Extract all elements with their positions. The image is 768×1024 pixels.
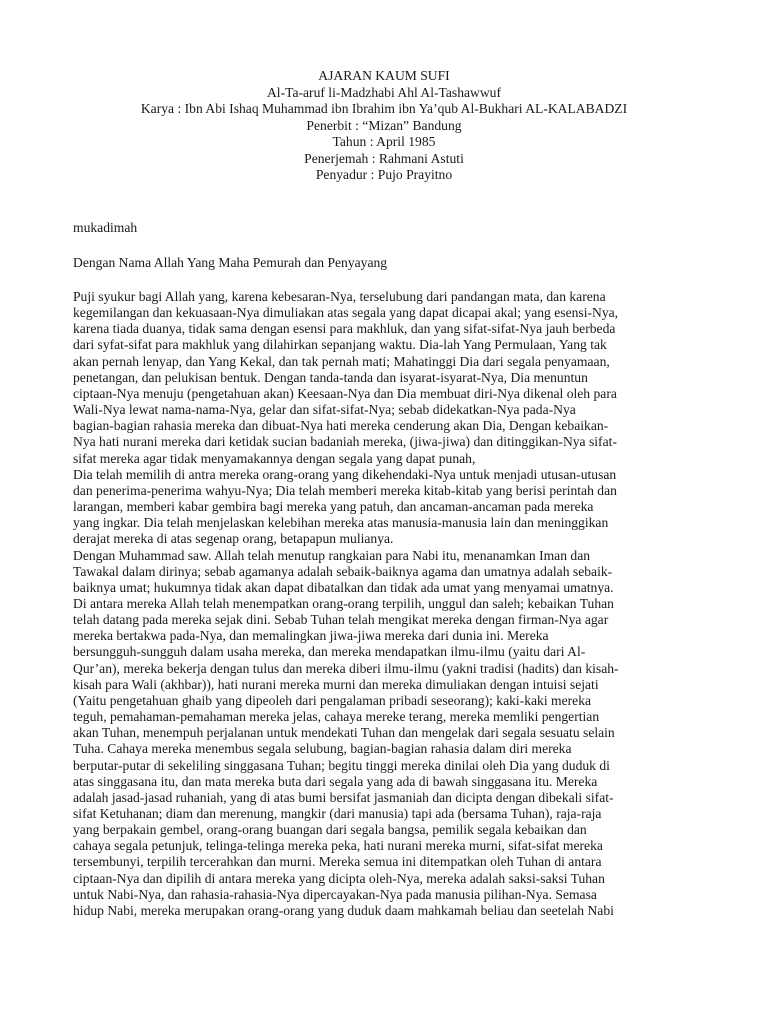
year-line: Tahun : April 1985 xyxy=(332,134,436,149)
body-line: tersembunyi, terpilih tercerahkan dan murni. Mereka semua ini ditempatkan oleh Tuhan di antara xyxy=(73,854,602,870)
body-line: dari syfat-sifat para makhluk yang dilahirkan sepanjang waktu. Dia-lah Yang Permulaan, Yang tak xyxy=(73,337,607,353)
body-paragraphs xyxy=(73,289,703,919)
body-line: Wali-Nya lewat nama-nama-Nya, gelar dan sifat-sifat-Nya; sebab didekatkan-Nya pada-Nya xyxy=(73,402,576,418)
body-line: dan penerima-penerima wahyu-Nya; Dia telah memberi mereka kitab-kitab yang berisi perintah dan xyxy=(73,482,617,498)
body-line: adalah jasad-jasad ruhaniah, yang di atas bumi bersifat jasmaniah dan dicipta dengan dibekali sifat- xyxy=(73,789,614,805)
basmalah-line: Dengan Nama Allah Yang Maha Pemurah dan Penyayang xyxy=(73,255,388,270)
body-line: penetangan, dan pelukisan bentuk. Dengan tanda-tanda dan isyarat-isyarat-Nya, Dia menuntun xyxy=(73,369,588,385)
body-line: karena tiada duanya, tidak sama dengan esensi para makhluk, dan yang sifat-sifat-Nya jauh berbeda xyxy=(73,321,616,337)
body-line: larangan, memberi kabar gembira bagi mereka yang patuh, dan ancaman-ancaman pada mereka xyxy=(73,499,594,515)
body-line: hidup Nabi, mereka merupakan orang-orang yang duduk daam mahkamah beliau dan seetelah Nabi xyxy=(73,902,614,918)
body-line: akan pernah lenyap, dan Yang Kekal, dan tak pernah mati; Mahatinggi Dia dari segala penyamaan, xyxy=(73,353,610,369)
body-line: derajat mereka di atas segenap orang, betapapun mulianya. xyxy=(73,531,394,547)
body-line: baiknya umat; hukumnya tidak akan dapat dibatalkan dan tidak ada umat yang menyamai umatnya. xyxy=(73,579,614,595)
author-line: Karya : Ibn Abi Ishaq Muhammad ibn Ibrahim ibn Ya’qub Al-Bukhari AL-KALABADZI xyxy=(140,101,628,116)
body-line: ciptaan-Nya menuju (pengetahuan akan) Keesaan-Nya dan Dia membuat diri-Nya dikenal oleh para xyxy=(73,385,617,401)
body-line: untuk Nabi-Nya, dan rahasia-rahasia-Nya dipercayakan-Nya pada manusia pilihan-Nya. Semasa xyxy=(73,886,597,902)
original-title: Al-Ta-aruf li-Madzhabi Ahl Al-Tashawwuf xyxy=(266,84,502,100)
body-line: cahaya segala petunjuk, telinga-telinga mereka peka, hati nurani mereka murni, sifat-sifat mereka xyxy=(73,838,603,854)
body-line: Tawakal dalam dirinya; sebab agamanya adalah sebaik-baiknya agama dan umatnya adalah sebaik- xyxy=(73,563,613,579)
body-line: ciptaan-Nya dan dipilih di antara mereka yang dicipta oleh-Nya, mereka adalah saksi-saksi Tuhan xyxy=(73,870,605,886)
body-line: yang berpakain gembel, orang-orang buangan dari segala bangsa, pemilik segala kebaikan dan xyxy=(73,822,587,838)
document-header xyxy=(0,68,768,184)
body-line: teguh, pemahaman-pemahaman mereka jelas, cahaya mereke terang, mereka memliki pengertian xyxy=(73,709,600,725)
body-line: sifat Ketuhanan; diam dan merenung, mangkir (dari manusia) tapi ada (bersama Tuhan), raja-raja xyxy=(73,806,602,821)
body-line: Puji syukur bagi Allah yang, karena kebesaran-Nya, terselubung dari pandangan mata, dan karena xyxy=(73,289,606,304)
body-line: akan Tuhan, menempuh perjalanan untuk mendekati Tuhan dan mengelak dari segala sesuatu selain xyxy=(73,725,615,741)
body-line: Di antara mereka Allah telah menempatkan orang-orang terpilih, unggul dan saleh; kebaikan Tuhan xyxy=(73,595,614,611)
body-line: Tuha. Cahaya mereka menembus segala selubung, bagian-bagian rahasia dalam diri mereka xyxy=(73,741,572,757)
body-line: Dia telah memilih di antra mereka orang-orang yang dikehendaki-Nya untuk menjadi utusan-utusan xyxy=(73,466,617,482)
body-line: bagian-bagian rahasia mereka dan dibuat-Nya hati mereka cenderung akan Dia, Dengan kebaikan- xyxy=(73,418,609,434)
body-line: sifat mereka agar tidak menyamakannya dengan segala yang dapat punah, xyxy=(73,450,476,466)
translator-line: Penerjemah : Rahmani Astuti xyxy=(304,150,464,166)
body-line: Qur’an), mereka bekerja dengan tulus dan mereka diberi ilmu-ilmu (yakni tradisi (hadits) dan kisah- xyxy=(73,660,619,676)
body-line: (Yaitu pengetahuan ghaib yang dipeoleh dari pengalaman pribadi seseorang); kaki-kaki mereka xyxy=(73,692,592,708)
body-line: kisah para Wali (akhbar)), hati nurani mereka murni dan mereka dimuliakan dengan intuisi sejati xyxy=(73,676,599,692)
section-heading: mukadimah xyxy=(73,220,138,235)
body-line: kegemilangan dan kekuasaan-Nya dimuliakan atas segala yang dapat dicapai akal; yang esensi-Nya, xyxy=(73,305,619,321)
book-title: AJARAN KAUM SUFI xyxy=(318,68,450,83)
body-line: atas singgasana itu, dan mata mereka buta dari segala yang ada di bawah singgasana itu. Mereka xyxy=(73,773,598,789)
body-line: yang ingkar. Dia telah menjelaskan kelebihan mereka atas manusia-manusia lain dan meninggikan xyxy=(73,515,609,531)
body-line: Dengan Muhammad saw. Allah telah menutup rangkaian para Nabi itu, menanamkan Iman dan xyxy=(73,547,591,563)
body-line: mereka bertakwa pada-Nya, dan memalingkan jiwa-jiwa mereka dari dunia ini. Mereka xyxy=(73,628,549,644)
body-line: berputar-putar di sekeliling singgasana Tuhan; begitu tinggi mereka dinilai oleh Dia yang duduk di xyxy=(73,757,610,773)
body-line: Nya hati nurani mereka dari ketidak sucian badaniah mereka, (jiwa-jiwa) dan ditinggikan-Nya sifat- xyxy=(73,434,617,450)
editor-line: Penyadur : Pujo Prayitno xyxy=(315,167,453,182)
body-line: bersungguh-sungguh dalam usaha mereka, dan mereka mendapatkan ilmu-ilmu (yaitu dari Al- xyxy=(73,644,586,660)
body-line: telah datang pada mereka sejak dini. Sebab Tuhan telah mengikat mereka dengan firman-Nya agar xyxy=(73,612,609,628)
publisher-line: Penerbit : “Mizan” Bandung xyxy=(306,117,462,133)
